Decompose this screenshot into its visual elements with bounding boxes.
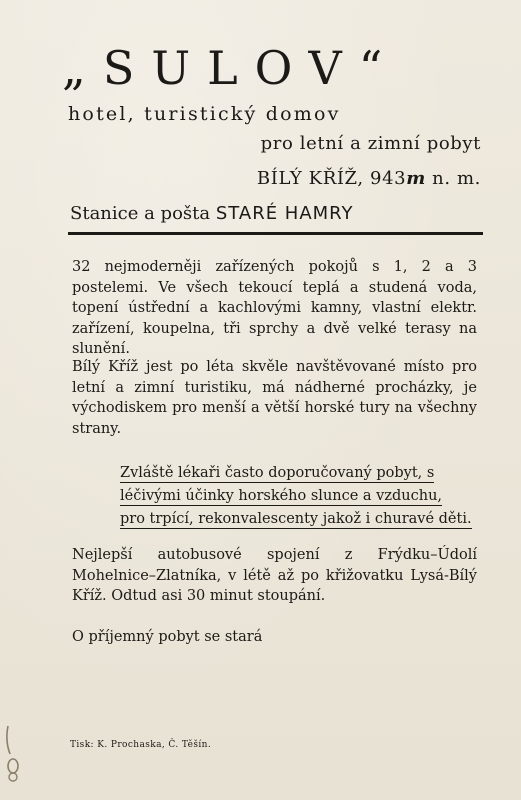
place-name: BÍLÝ KŘÍŽ, — [256, 168, 364, 189]
station-prefix: Stanice a pošta — [70, 203, 211, 224]
closing-line: O příjemný pobyt se stará — [72, 629, 263, 645]
health-line-3: pro trpící, rekonvalescenty jakož i churavé děti. — [120, 511, 472, 527]
header-divider — [68, 232, 483, 235]
health-line-2: léčivými účinky horského slunce a vzduchu, — [120, 488, 443, 504]
altitude-rest: n. m. — [432, 168, 481, 189]
location-paragraph: Bílý Kříž jest po léta skvěle navštěvované místo pro letní a zimní turistiku, má nádherné procházky, je východiskem pro menší a větší horské tury na všechny strany. — [72, 359, 477, 437]
printer-credit: Tisk: K. Prochaska, Č. Těšín. — [70, 740, 212, 750]
location-line — [257, 168, 481, 189]
hotel-subtitle: hotel, turistický domov — [68, 103, 341, 125]
health-line-1: Zvláště lékaři často doporučovaný pobyt, s — [120, 465, 435, 481]
station-line — [70, 203, 354, 224]
amenities-paragraph: 32 nejmoderněji zařízených pokojů s 1, 2 a 3 postelemi. Ve všech tekoucí teplá a studená voda, topení ústřední a kachlovými kamny, vlastní elektr. zařízení, koupelna, tři sprchy a dvě velké terasy na slunění. — [72, 259, 477, 357]
hotel-title: „SULOV“ — [62, 41, 400, 95]
season-line: pro letní a zimní pobyt — [260, 133, 481, 154]
transport-paragraph: Nejlepší autobusové spojení z Frýdku–Údolí Mohelnice–Zlatníka, v létě až po křižovatku Lysá-Bílý Kříž. Odtud asi 30 minut stoupání. — [72, 547, 477, 604]
altitude-value: 943 — [370, 168, 407, 189]
station-name: STARÉ HAMRY — [215, 203, 354, 224]
handwritten-mark-icon — [2, 722, 24, 782]
altitude-unit: m — [406, 168, 426, 189]
health-paragraph — [120, 462, 477, 531]
